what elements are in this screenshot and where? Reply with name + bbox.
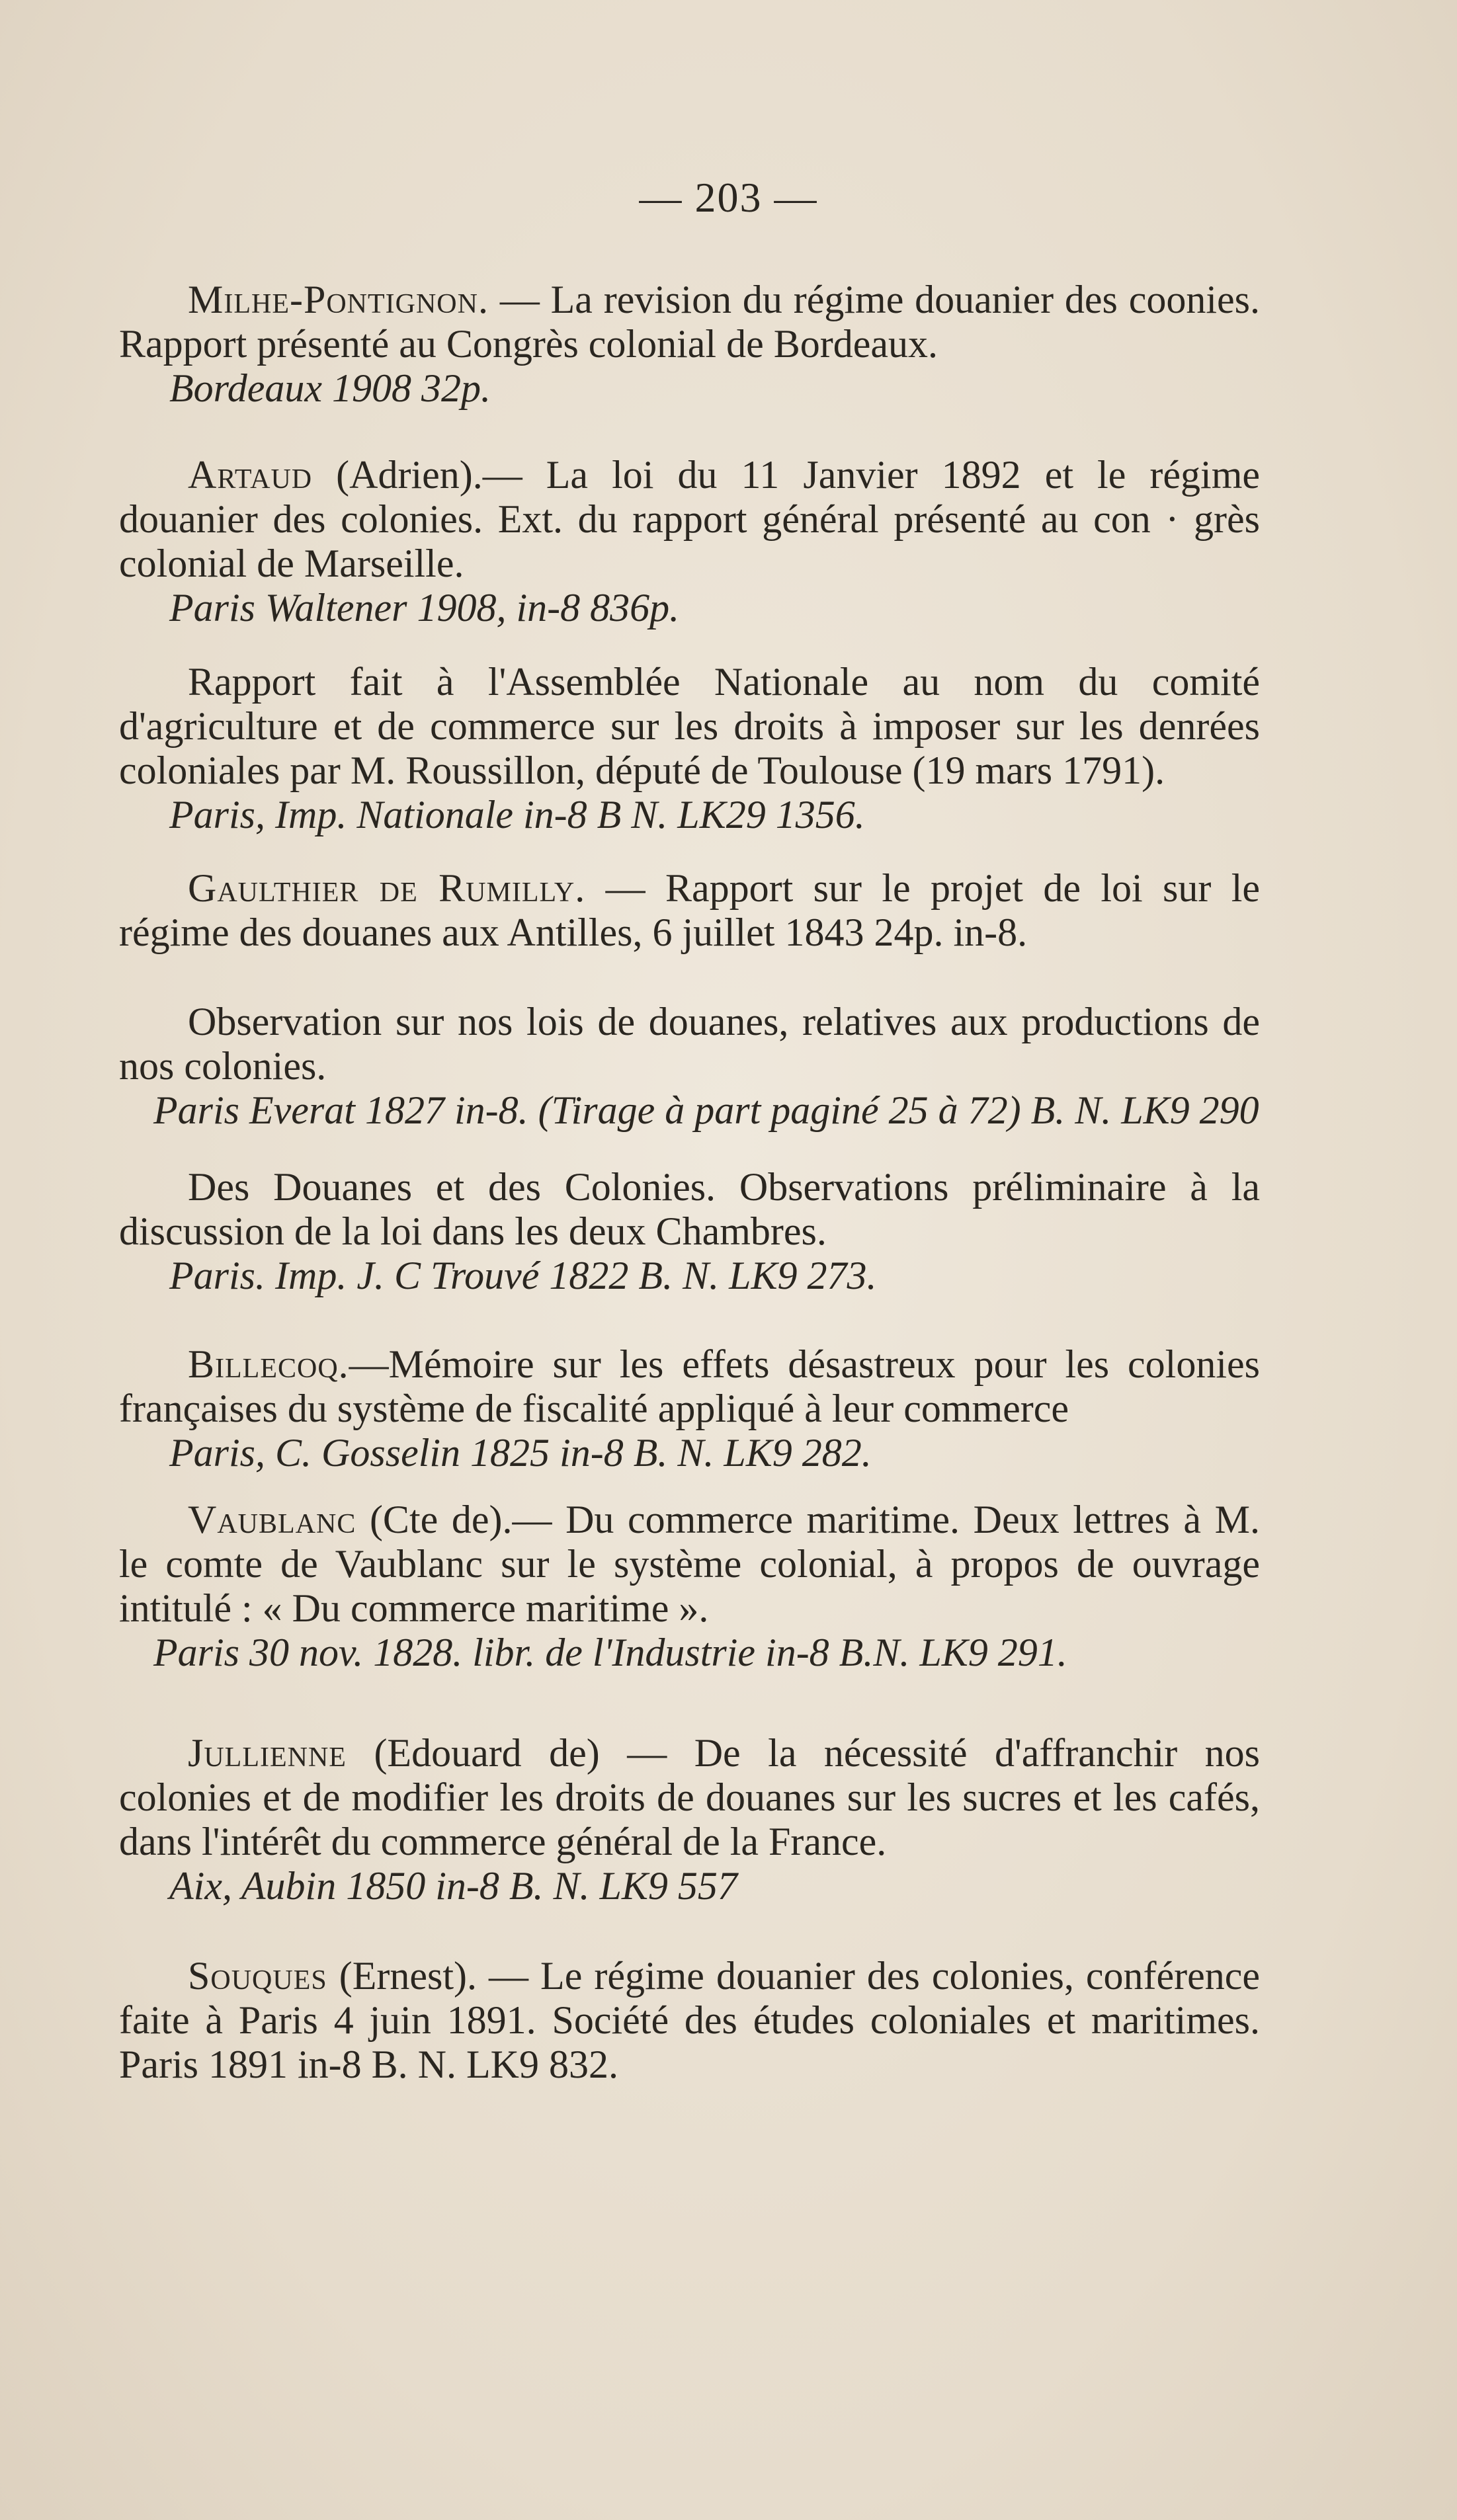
entry-body [119,1954,1260,2087]
entry-publication: Bordeaux 1908 32p. [169,366,491,410]
entry-text: Des Douanes et des Colonies. Observations préliminaire à la discussion de la loi dans les deux Chambres. [119,1165,1260,1253]
bibliography-entry [119,1731,1260,1908]
bibliography-entry [119,1498,1260,1675]
entry-text: (Adrien).— La loi du 11 Janvier 1892 et le régime douanier des colonies. Ext. du rapport général présenté au con · grès colonial de Marseille. [119,453,1260,585]
entry-publication: Aix, Aubin 1850 in-8 B. N. LK9 557 [169,1864,737,1908]
entry-text: — Rapport sur le projet de loi sur le régime des douanes aux Antilles, 6 juillet 1843 24p. in-8. [119,866,1261,954]
entry-text: (Ernest). — Le régime douanier des colonies, conférence faite à Paris 4 juin 1891. Société des études coloniales et maritimes. Paris 1891 in-8 B. N. LK9 832. [119,1954,1260,2086]
entry-author: Gaulthier de Rumilly. [188,866,586,910]
entry-author: Vaublanc [188,1498,356,1541]
entry-body [119,866,1260,955]
bibliography-entry [119,1342,1260,1475]
entry-body [119,1498,1260,1631]
entry-publication: Paris, Imp. Nationale in-8 B N. LK29 1356. [169,793,865,836]
entry-body [119,1342,1260,1431]
entry-publication: Paris Waltener 1908, in-8 836p. [169,586,680,630]
entry-publication: Paris, C. Gosselin 1825 in-8 B. N. LK9 282. [169,1431,872,1475]
entry-author: Jullienne [188,1731,347,1775]
bibliography-entry [119,453,1260,630]
entry-body [119,1165,1260,1254]
entry-text: Rapport fait à l'Assemblée Nationale au nom du comité d'agriculture et de commerce sur les droits à imposer sur les denrées coloniales par M. Roussillon, député de Toulouse (19 mars 1791). [119,660,1260,792]
bibliography-entry [119,1000,1260,1133]
entry-text: (Cte de).— Du commerce maritime. Deux lettres à M. le comte de Vaublanc sur le système colonial, à propos de ouvrage intitulé : « Du commerce maritime ». [119,1498,1260,1630]
bibliography-entry [119,866,1260,955]
entry-author: Artaud [188,453,313,497]
entry-body [119,1731,1260,1864]
entry-text: — La revision du régime douanier des coonies. Rapport présenté au Congrès colonial de Bordeaux. [119,278,1261,366]
bibliography-entry [119,1954,1260,2087]
entry-author: Souques [188,1954,327,1998]
entry-author: Billecoq. [188,1342,349,1386]
page-number: — 203 — [639,174,818,221]
entry-text: (Edouard de) — De la nécessité d'affranchir nos colonies et de modifier les droits de douanes sur les sucres et les cafés, dans l'intérêt du commerce général de la France. [119,1731,1260,1863]
entry-publication: Paris Everat 1827 in-8. (Tirage à part paginé 25 à 72) B. N. LK9 290 [153,1088,1259,1132]
entry-publication: Paris 30 nov. 1828. libr. de l'Industrie in-8 B.N. LK9 291. [153,1631,1067,1674]
entry-body [119,660,1260,793]
entry-text: —Mémoire sur les effets désastreux pour les colonies françaises du système de fiscalité appliqué à leur commerce [119,1342,1260,1430]
bibliography-entry [119,278,1260,411]
entry-text: Observation sur nos lois de douanes, relatives aux productions de nos colonies. [119,1000,1260,1088]
bibliography-entry [119,1165,1260,1298]
entry-author: Milhe-Pontignon. [188,278,489,321]
entry-body [119,278,1260,366]
entry-body [119,1000,1260,1088]
bibliography-entry [119,660,1260,837]
entry-body [119,453,1260,586]
entry-publication: Paris. Imp. J. C Trouvé 1822 B. N. LK9 273. [169,1254,877,1297]
